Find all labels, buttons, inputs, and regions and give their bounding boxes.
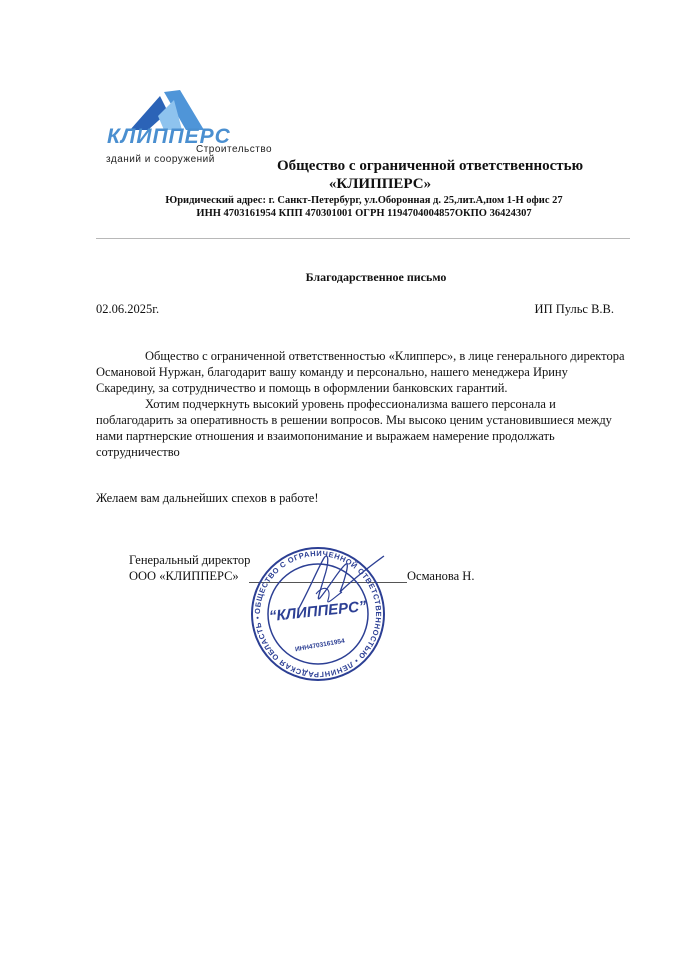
header-divider [96,238,630,239]
letter-date: 02.06.2025г. [96,302,160,316]
company-name-line-2: «КЛИППЕРС» [328,176,432,192]
stamp-center-text: “КЛИППЕРС” [268,597,368,626]
letter-title: Благодарственное письмо [305,270,447,284]
body-paragraph-2: Хотим подчеркнуть высокий уровень профессионализма вашего персонала и поблагодарить за оперативность в решении вопросов. Мы высоко ценим установившиеся между нами партнерские отношения и взаимопонимание и выражаем намерение продолжать сотрудничество [96,397,612,459]
signer-company: ООО «КЛИППЕРС» [129,569,239,583]
stamp-inn-text: ИНН4703161954 [294,637,346,654]
stamp-outer-text: ОБЩЕСТВО С ОГРАНИЧЕННОЙ ОТВЕТСТВЕННОСТЬЮ • ЛЕНИНГРАДСКАЯ ОБЛАСТЬ • [252,548,384,680]
body-paragraph-1: Общество с ограниченной ответственностью «Клипперс», в лице генерального директора Османовой Нуржан, благодарит вашу команду и персонально, нашего менеджера Ирину Скаредину, за сотрудничество и помощь в оформлении банковских гарантий. [96,349,625,395]
signer-name: Османова Н. [407,569,475,583]
letter-body [96,348,626,460]
closing-wish: Желаем вам дальнейших спехов в работе! [96,491,319,505]
logo-tagline-1: Строительство [196,144,273,155]
logo-wordmark: КЛИППЕРС [107,125,231,148]
logo-tagline-2: зданий и сооружений [106,154,215,165]
letter-recipient: ИП Пульс В.В. [534,302,614,316]
handwritten-signature [280,548,390,618]
company-name-line-1: Общество с ограниченной ответственностью [276,158,584,174]
legal-address: Юридический адрес: г. Санкт-Петербург, ул.Оборонная д. 25,лит.А,пом 1-Н офис 27 [165,195,563,206]
signer-role: Генеральный директор [129,553,251,567]
registry-numbers: ИНН 4703161954 КПП 470301001 ОГРН 1194704004857ОКПО 36424307 [196,208,532,219]
